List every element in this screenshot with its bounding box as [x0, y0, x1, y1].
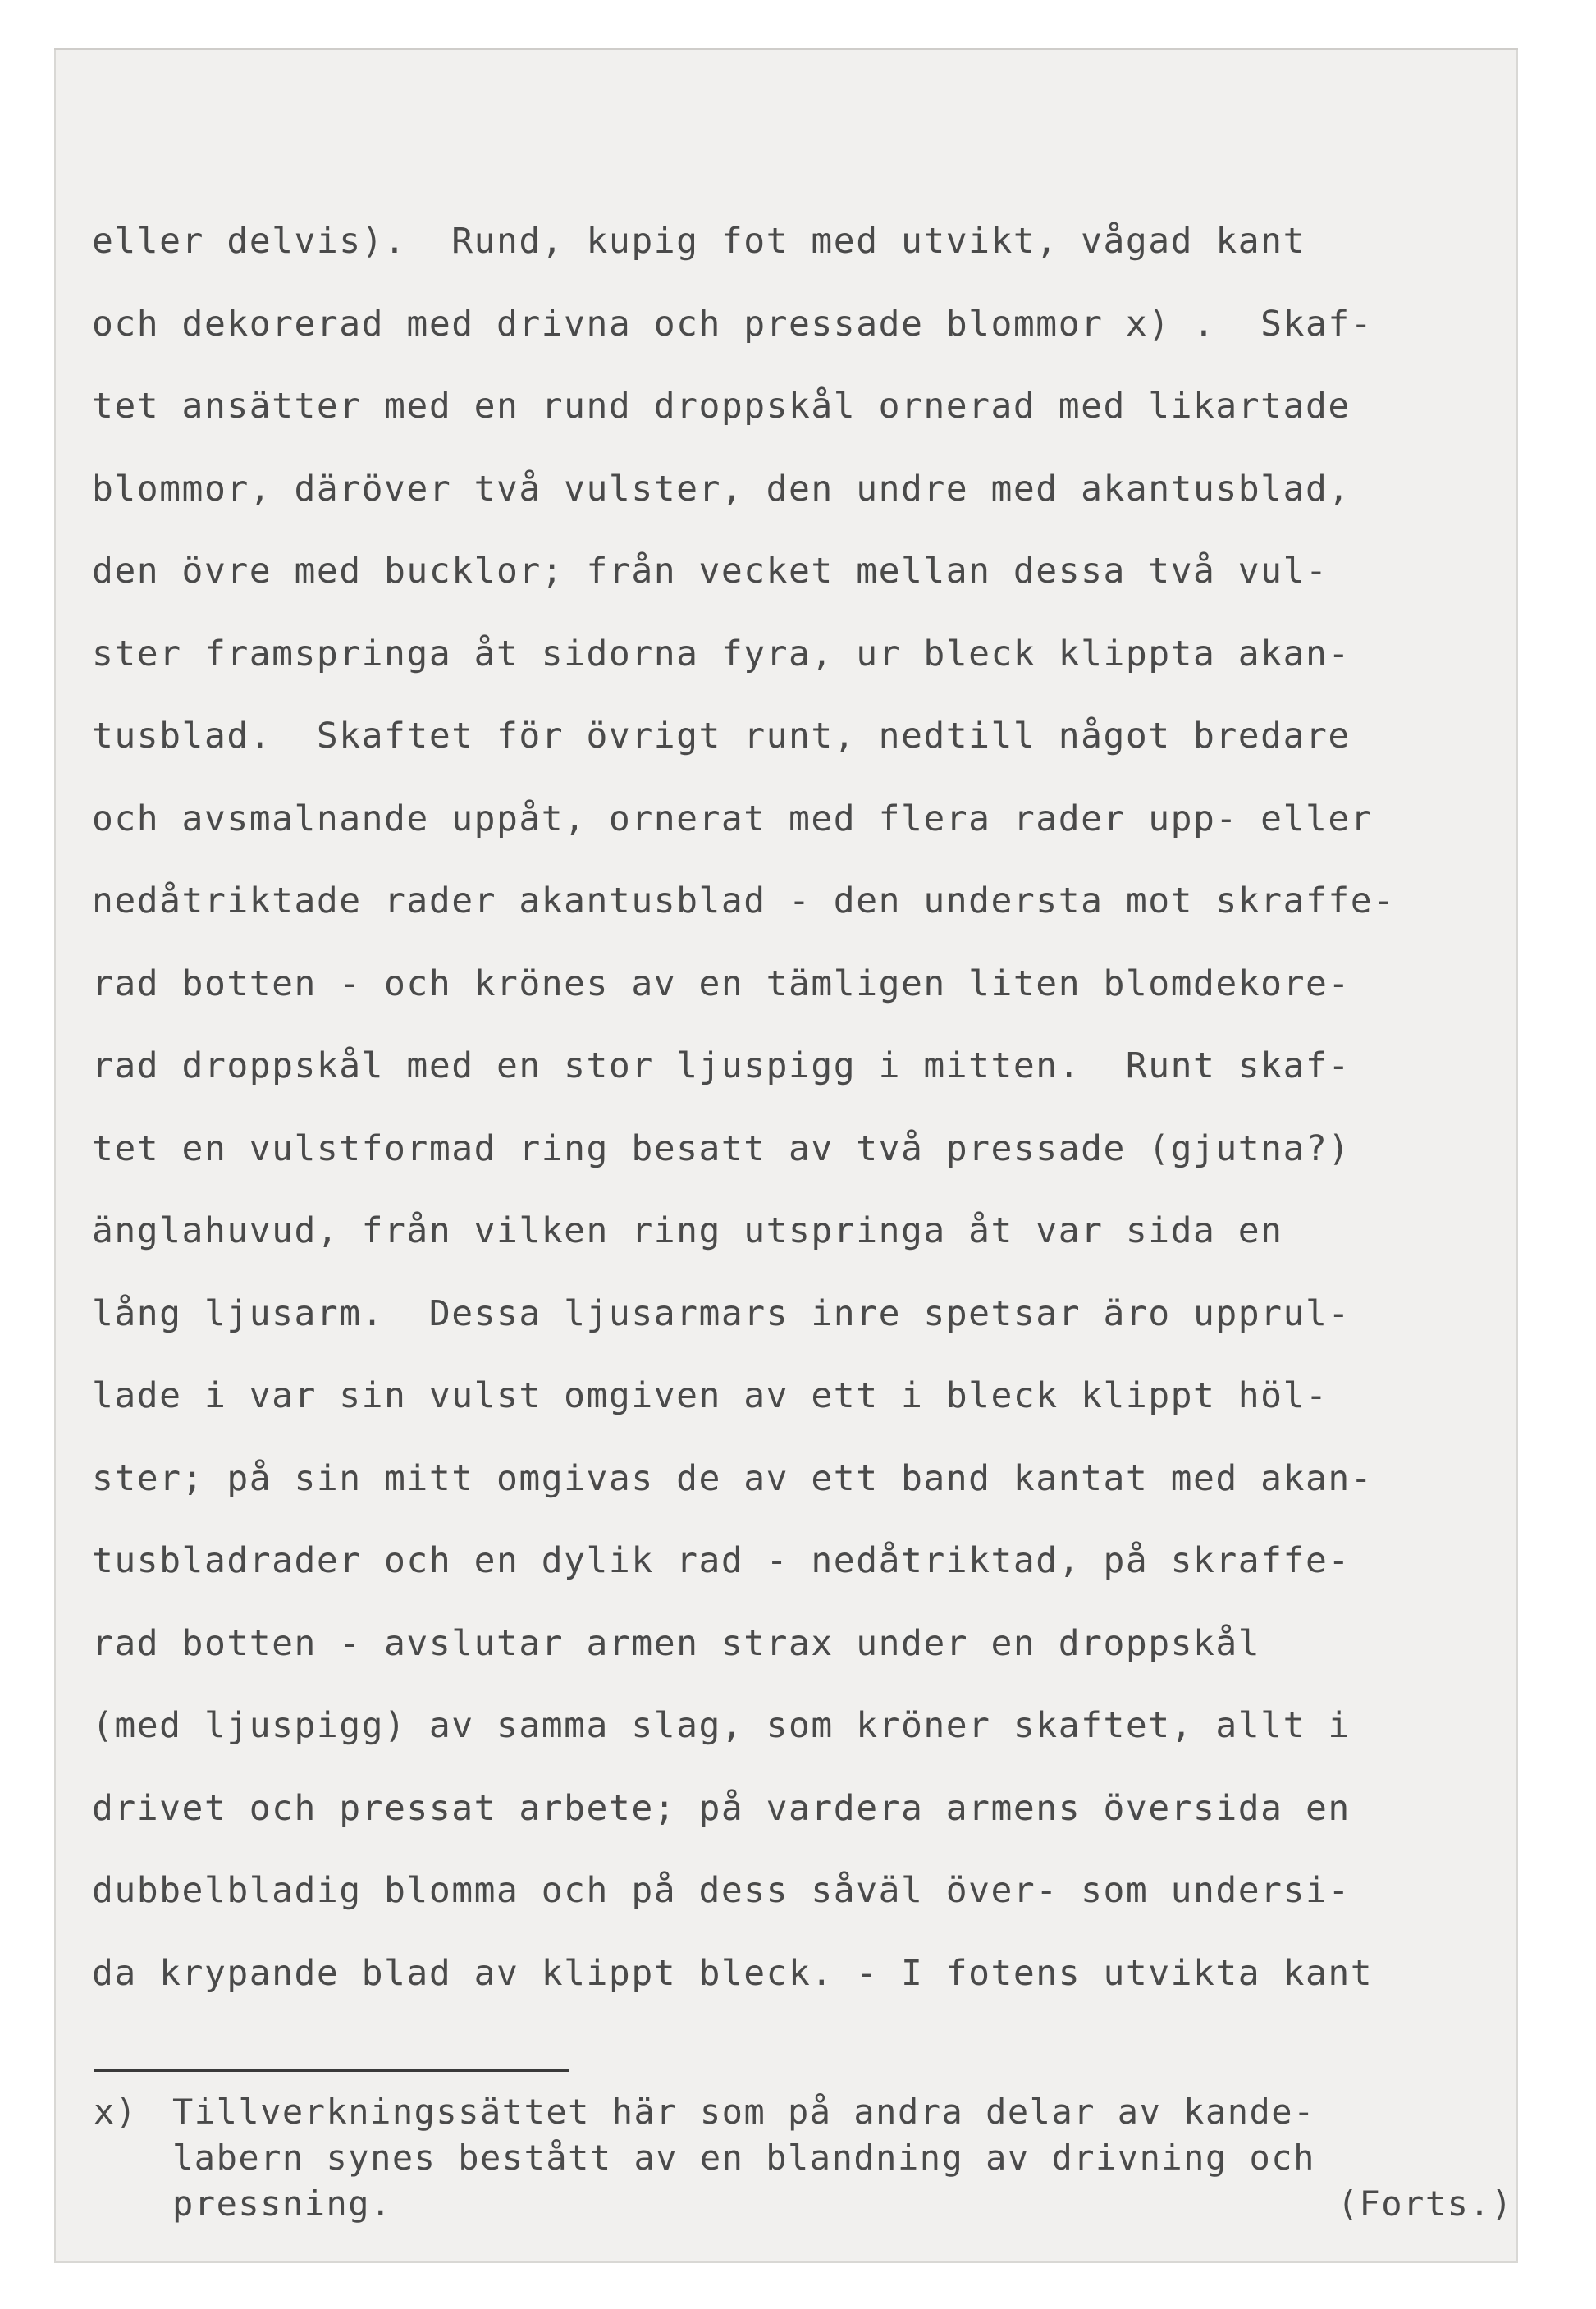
typed-body-text	[92, 200, 1511, 2014]
text-line-12: tet en vulstformad ring besatt av två pressade (gjutna?)	[92, 1127, 1351, 1169]
footnote-divider	[94, 2069, 569, 2072]
text-line-17: tusbladrader och en dylik rad - nedåtriktad, på skraffe-	[92, 1540, 1351, 1581]
text-line-19: (med ljuspigg) av samma slag, som kröner skaftet, allt i	[92, 1705, 1351, 1746]
text-line-6: ster framspringa åt sidorna fyra, ur bleck klippta akan-	[92, 633, 1351, 674]
text-line-14: lång ljusarm. Dessa ljusarmars inre spetsar äro upprul-	[92, 1292, 1351, 1334]
continuation-note: (Forts.)	[1337, 2183, 1513, 2224]
footnote	[94, 2089, 1518, 2227]
footnote-line-3: pressning.	[172, 2183, 392, 2224]
footnote-row-1	[94, 2089, 1518, 2135]
text-line-15: lade i var sin vulst omgiven av ett i bleck klippt höl-	[92, 1375, 1328, 1416]
footnote-line-2: labern synes bestått av en blandning av drivning och	[172, 2138, 1315, 2178]
text-line-1: eller delvis). Rund, kupig fot med utvikt, vågad kant	[92, 221, 1306, 262]
text-line-3: tet ansätter med en rund droppskål ornerad med likartade	[92, 386, 1351, 427]
text-line-22: da krypande blad av klippt bleck. - I fotens utvikta kant	[92, 1952, 1374, 1994]
text-line-2: och dekorerad med drivna och pressade blommor x) . Skaf-	[92, 303, 1374, 345]
text-line-10: rad botten - och krönes av en tämligen liten blomdekore-	[92, 962, 1351, 1004]
text-line-21: dubbelbladig blomma och på dess såväl över- som undersi-	[92, 1870, 1351, 1911]
footnote-marker: x)	[94, 2092, 138, 2132]
text-line-20: drivet och pressat arbete; på vardera armens översida en	[92, 1787, 1351, 1829]
text-line-5: den övre med bucklor; från vecket mellan dessa två vul-	[92, 551, 1328, 592]
footnote-line-1: Tillverkningssättet här som på andra delar av kande-	[172, 2092, 1315, 2132]
text-line-9: nedåtriktade rader akantusblad - den understa mot skraffe-	[92, 880, 1396, 921]
text-line-8: och avsmalnande uppåt, ornerat med flera rader upp- eller	[92, 798, 1374, 839]
text-line-11: rad droppskål med en stor ljuspigg i mitten. Runt skaf-	[92, 1045, 1351, 1086]
text-line-16: ster; på sin mitt omgivas de av ett band kantat med akan-	[92, 1457, 1374, 1499]
text-line-4: blommor, däröver två vulster, den undre med akantusblad,	[92, 468, 1351, 510]
text-line-18: rad botten - avslutar armen strax under en droppskål	[92, 1622, 1261, 1664]
text-line-7: tusblad. Skaftet för övrigt runt, nedtill något bredare	[92, 716, 1351, 757]
text-line-13: änglahuvud, från vilken ring utspringa åt var sida en	[92, 1210, 1283, 1251]
footnote-row-2	[94, 2135, 1518, 2181]
footnote-row-3	[94, 2181, 1518, 2227]
paper-sheet	[54, 48, 1518, 2263]
